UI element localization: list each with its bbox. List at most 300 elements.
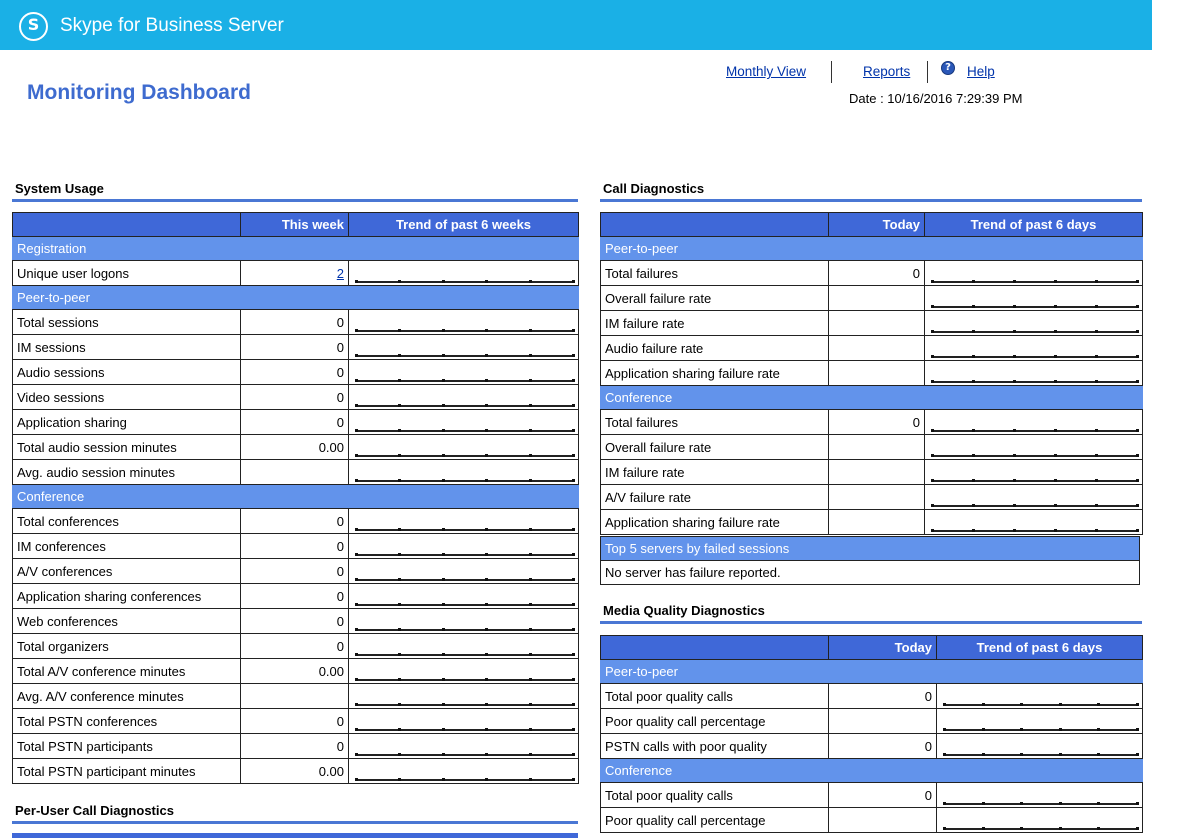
row-value [829,336,925,361]
trend-point [442,703,445,706]
trend-point [355,404,358,407]
trend-cell [937,783,1143,808]
row-label: Application sharing [13,410,241,435]
trend-point [1013,380,1016,383]
trend-point [943,753,946,756]
trend-point [1054,330,1057,333]
trend-point [1054,454,1057,457]
trend-point [529,379,532,382]
trend-point [1059,703,1062,706]
table-header-row [601,636,1143,660]
trend-point [1013,429,1016,432]
trend-point [442,578,445,581]
trend-point [398,329,401,332]
trend-cell [937,734,1143,759]
trend-point [485,753,488,756]
trend-point [442,753,445,756]
trend-cell [349,734,579,759]
section-rule [600,199,1142,202]
trend-point [442,454,445,457]
trend-point [572,479,575,482]
category-row [601,759,1143,783]
header-value: Today [829,213,925,237]
trend-point [529,354,532,357]
trend-point [1097,753,1100,756]
trend-point [485,528,488,531]
trend-point [529,479,532,482]
trend-point [529,778,532,781]
trend-cell [925,510,1143,535]
trend-point [355,603,358,606]
trend-point [442,379,445,382]
trend-point [529,653,532,656]
category-row [13,237,579,261]
trend-cell [925,261,1143,286]
table-row [13,360,579,385]
trend-sparkline [355,579,572,581]
trend-point [442,404,445,407]
trend-point [485,404,488,407]
trend-sparkline [355,405,572,407]
top-servers-header: Top 5 servers by failed sessions [601,537,1140,561]
trend-sparkline [355,281,572,283]
trend-point [943,703,946,706]
trend-point [972,429,975,432]
trend-point [442,329,445,332]
category-label: Peer-to-peer [13,286,579,310]
row-value [829,808,937,833]
table-row [601,286,1143,311]
row-value: 0 [829,783,937,808]
trend-sparkline [943,754,1136,756]
trend-point [572,379,575,382]
row-label: A/V conferences [13,559,241,584]
trend-point [1136,802,1139,805]
row-label: Web conferences [13,609,241,634]
trend-point [1095,479,1098,482]
trend-sparkline [931,505,1136,507]
trend-sparkline [931,430,1136,432]
trend-sparkline [355,679,572,681]
trend-point [1095,429,1098,432]
row-value: 0 [241,559,349,584]
trend-point [1054,380,1057,383]
trend-sparkline [943,704,1136,706]
trend-point [485,778,488,781]
trend-point [931,330,934,333]
trend-point [355,379,358,382]
row-label: Application sharing failure rate [601,510,829,535]
trend-point [972,330,975,333]
row-label: Total sessions [13,310,241,335]
trend-point [398,354,401,357]
trend-point [972,305,975,308]
trend-point [1054,355,1057,358]
trend-point [442,728,445,731]
row-label: Poor quality call percentage [601,709,829,734]
row-label: A/V failure rate [601,485,829,510]
trend-point [1013,280,1016,283]
row-value: 0 [241,709,349,734]
trend-point [529,703,532,706]
trend-point [982,802,985,805]
row-value: 0 [241,410,349,435]
trend-point [931,529,934,532]
trend-point [1059,802,1062,805]
per-user-call-diagnostics-title: Per-User Call Diagnostics [15,803,174,818]
row-label: IM sessions [13,335,241,360]
table-row [13,385,579,410]
trend-sparkline [931,331,1136,333]
system-usage-title: System Usage [15,181,104,196]
trend-point [1095,529,1098,532]
trend-point [931,454,934,457]
trend-cell [349,435,579,460]
trend-point [355,479,358,482]
trend-point [485,728,488,731]
trend-point [572,578,575,581]
trend-point [355,280,358,283]
row-value [241,460,349,485]
page-title: Monitoring Dashboard [27,81,251,104]
trend-point [355,753,358,756]
trend-point [485,479,488,482]
row-label: IM failure rate [601,311,829,336]
section-rule [12,199,578,202]
trend-point [1054,305,1057,308]
row-label: Application sharing conferences [13,584,241,609]
per-user-table-header [12,833,578,838]
trend-cell [349,584,579,609]
trend-cell [925,336,1143,361]
trend-point [972,504,975,507]
category-row [601,237,1143,261]
trend-sparkline [931,281,1136,283]
trend-sparkline [355,654,572,656]
trend-point [982,753,985,756]
table-row [13,659,579,684]
row-value-link[interactable]: 2 [336,265,344,281]
trend-point [398,603,401,606]
table-row [601,311,1143,336]
trend-point [355,653,358,656]
trend-point [1095,305,1098,308]
trend-point [529,603,532,606]
trend-point [1097,703,1100,706]
trend-point [398,728,401,731]
trend-point [529,753,532,756]
media-quality-title: Media Quality Diagnostics [603,603,765,618]
trend-cell [349,335,579,360]
row-value: 0 [241,385,349,410]
row-value [829,460,925,485]
trend-point [1013,454,1016,457]
trend-point [1136,703,1139,706]
trend-sparkline [931,480,1136,482]
row-value: 0 [829,734,937,759]
header-label [13,213,241,237]
trend-point [931,429,934,432]
trend-point [529,329,532,332]
row-value: 0 [829,410,925,435]
table-header-row [13,213,579,237]
table-row [13,310,579,335]
row-label: Avg. A/V conference minutes [13,684,241,709]
trend-point [1095,355,1098,358]
trend-point [572,329,575,332]
trend-point [572,454,575,457]
trend-point [442,429,445,432]
trend-point [1013,529,1016,532]
row-value: 0 [241,584,349,609]
row-value: 0 [829,261,925,286]
trend-point [398,479,401,482]
table-row [13,410,579,435]
table-row [13,534,579,559]
table-row [13,509,579,534]
trend-point [355,628,358,631]
trend-point [1136,728,1139,731]
row-label: Total PSTN conferences [13,709,241,734]
nav-divider [831,61,832,83]
trend-cell [925,485,1143,510]
call-diagnostics-table [600,212,1143,535]
table-row [13,584,579,609]
row-label: Overall failure rate [601,286,829,311]
trend-point [398,628,401,631]
trend-point [572,603,575,606]
category-label: Registration [13,237,579,261]
call-diagnostics-title: Call Diagnostics [603,181,705,196]
trend-cell [349,709,579,734]
trend-point [485,703,488,706]
trend-sparkline [943,803,1136,805]
row-label: Total audio session minutes [13,435,241,460]
trend-point [982,728,985,731]
trend-point [1136,529,1139,532]
trend-point [1054,529,1057,532]
top-bar [0,0,1152,50]
row-label: Total failures [601,261,829,286]
trend-cell [349,410,579,435]
trend-point [972,280,975,283]
trend-point [1136,504,1139,507]
trend-point [572,354,575,357]
header-label [601,636,829,660]
reports-link[interactable]: Reports [863,64,911,79]
trend-point [1020,827,1023,830]
trend-point [355,354,358,357]
table-row [13,759,579,784]
row-value [829,286,925,311]
trend-sparkline [355,604,572,606]
table-row [601,460,1143,485]
trend-cell [349,310,579,335]
category-label: Peer-to-peer [601,237,1143,261]
trend-point [529,728,532,731]
row-label: Total PSTN participant minutes [13,759,241,784]
trend-point [398,753,401,756]
row-label: PSTN calls with poor quality [601,734,829,759]
trend-point [398,280,401,283]
trend-point [1059,827,1062,830]
trend-point [1020,802,1023,805]
table-row [13,335,579,360]
system-usage-table [12,212,579,784]
trend-cell [937,808,1143,833]
trend-point [1136,753,1139,756]
table-row [601,709,1143,734]
category-label: Peer-to-peer [601,660,1143,684]
trend-point [1095,330,1098,333]
trend-sparkline [943,729,1136,731]
row-value [829,311,925,336]
report-date: Date : 10/16/2016 7:29:39 PM [849,91,1023,106]
trend-point [442,479,445,482]
table-row [601,510,1143,535]
trend-point [1095,504,1098,507]
trend-point [982,827,985,830]
trend-point [1136,429,1139,432]
trend-point [572,778,575,781]
trend-point [1054,429,1057,432]
trend-point [1136,330,1139,333]
trend-point [1136,305,1139,308]
trend-point [529,454,532,457]
row-value: 0 [241,360,349,385]
trend-point [398,653,401,656]
trend-sparkline [931,306,1136,308]
trend-point [355,678,358,681]
trend-cell [349,759,579,784]
trend-cell [937,684,1143,709]
trend-point [572,753,575,756]
trend-point [398,429,401,432]
trend-point [1020,753,1023,756]
trend-cell [925,460,1143,485]
monthly-view-link[interactable]: Monthly View [726,64,807,79]
trend-point [355,578,358,581]
trend-point [355,728,358,731]
trend-point [442,628,445,631]
skype-logo-icon: S [19,12,48,41]
trend-point [1136,827,1139,830]
trend-sparkline [355,704,572,706]
row-value: 0 [241,509,349,534]
trend-cell [349,559,579,584]
header-trend: Trend of past 6 days [925,213,1143,237]
row-label: Video sessions [13,385,241,410]
trend-cell [349,634,579,659]
row-label: Application sharing failure rate [601,361,829,386]
trend-point [1054,479,1057,482]
table-row [13,261,579,286]
trend-point [529,429,532,432]
trend-point [485,454,488,457]
table-row [13,435,579,460]
trend-point [572,678,575,681]
trend-point [1013,355,1016,358]
product-name: Skype for Business Server [60,15,284,36]
trend-sparkline [355,480,572,482]
trend-point [529,404,532,407]
row-label: Total poor quality calls [601,684,829,709]
row-value: 0 [241,335,349,360]
trend-point [485,329,488,332]
trend-point [1136,380,1139,383]
row-value [829,485,925,510]
trend-point [398,454,401,457]
trend-point [485,354,488,357]
trend-sparkline [355,380,572,382]
trend-cell [937,709,1143,734]
trend-point [355,703,358,706]
trend-point [931,380,934,383]
trend-point [931,305,934,308]
row-value [241,261,349,286]
trend-point [355,553,358,556]
row-value: 0 [241,534,349,559]
trend-sparkline [931,530,1136,532]
trend-point [1020,728,1023,731]
row-label: IM conferences [13,534,241,559]
trend-point [1013,479,1016,482]
trend-point [442,603,445,606]
trend-point [442,354,445,357]
trend-point [529,528,532,531]
table-row [13,460,579,485]
help-link[interactable]: Help [967,64,995,79]
table-row [601,808,1143,833]
trend-point [1097,802,1100,805]
trend-point [529,628,532,631]
category-label: Conference [601,759,1143,783]
table-row [13,734,579,759]
trend-point [982,703,985,706]
trend-point [572,280,575,283]
row-value: 0 [241,734,349,759]
trend-cell [925,410,1143,435]
row-label: Total A/V conference minutes [13,659,241,684]
category-row [601,660,1143,684]
row-label: Avg. audio session minutes [13,460,241,485]
trend-point [572,728,575,731]
trend-point [1059,753,1062,756]
row-label: Total failures [601,410,829,435]
trend-point [485,280,488,283]
trend-point [1013,504,1016,507]
trend-point [529,280,532,283]
trend-point [355,329,358,332]
trend-point [972,355,975,358]
trend-sparkline [355,330,572,332]
trend-point [572,628,575,631]
table-row [601,435,1143,460]
table-row [601,684,1143,709]
table-row [13,684,579,709]
row-value [829,709,937,734]
trend-point [1136,280,1139,283]
trend-cell [349,609,579,634]
row-label: Total PSTN participants [13,734,241,759]
row-value: 0 [241,634,349,659]
trend-cell [349,509,579,534]
help-icon[interactable]: ? [941,61,955,75]
trend-point [1054,504,1057,507]
trend-cell [349,360,579,385]
trend-point [1097,827,1100,830]
trend-point [398,528,401,531]
